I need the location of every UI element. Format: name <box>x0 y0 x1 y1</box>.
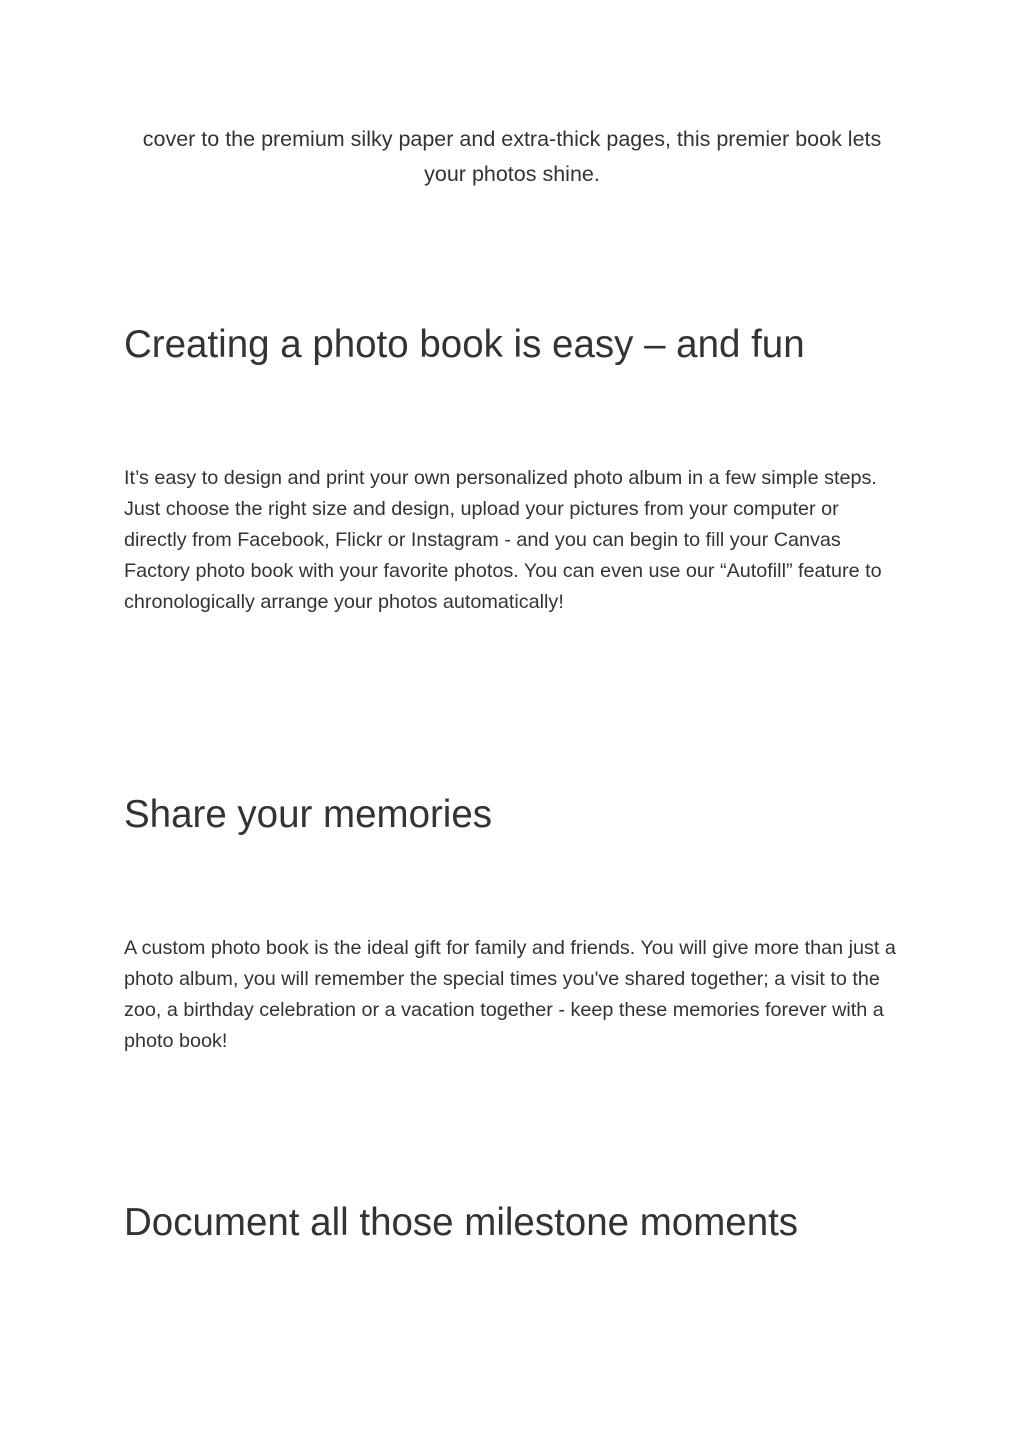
section-paragraph-share: A custom photo book is the ideal gift for family and friends. You will give more than just a photo album, you will remember the special times you've shared together; a visit to the zoo, a birthday celebration or a vacation together - keep these memories forever with a photo book! <box>124 937 896 1052</box>
section-heading-share: Share your memories <box>124 793 493 836</box>
intro-paragraph: cover to the premium silky paper and extra-thick pages, this premier book lets your photos shine. <box>142 127 882 186</box>
section-heading-creating: Creating a photo book is easy – and fun <box>124 323 805 366</box>
section-paragraph-creating: It’s easy to design and print your own personalized photo album in a few simple steps. Just choose the right size and design, upload your pictures from your computer or directly from Facebook, Flickr or Instagram - and you can begin to fill your Canvas Factory photo book with your favorite photos. You can even use our “Autofill” feature to chronologically arrange your photos automatically! <box>124 467 882 613</box>
section-heading-milestones: Document all those milestone moments <box>124 1201 799 1244</box>
